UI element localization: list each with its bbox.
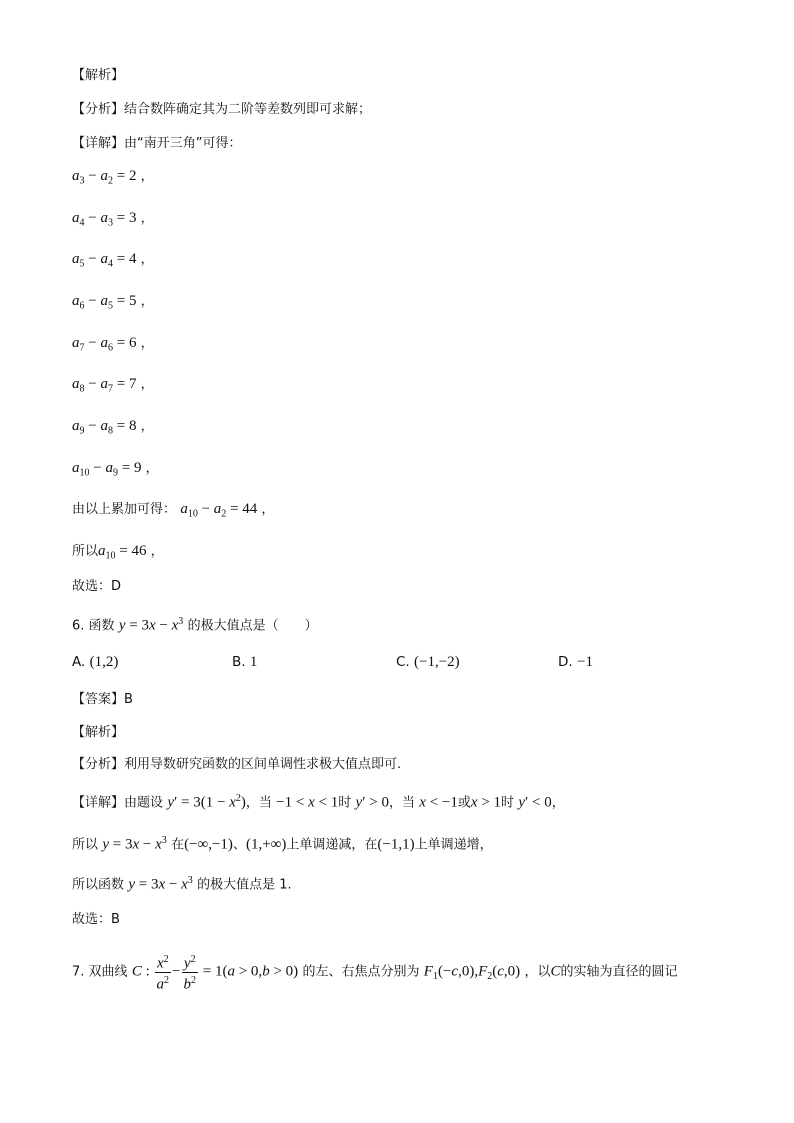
difference-equation: $a_{10} - a_9 = 9$ ， [72, 460, 159, 479]
option-b: B. 1 [232, 654, 258, 670]
analysis-summary-2: 【分析】利用导数研究函数的区间单调性求极大值点即可. [72, 757, 402, 772]
difference-equation: $a_9 - a_8 = 8$ ， [72, 418, 154, 437]
question-7: 7. 双曲线 C : $\frac{x^2}{a^2}$ − $\frac{y^2}{b^2}$ = 1(a > 0,b > 0) 的左、右焦点分别为 $F_1(-c,0),F_2(c,0)$ ，以C的实轴为直径的圆记 [72, 954, 678, 992]
difference-equation: $a_8 - a_7 = 7$ ， [72, 376, 154, 395]
difference-equation: $a_3 - a_2 = 2$ ， [72, 168, 154, 187]
option-d: D. −1 [558, 654, 593, 670]
sum-line: 由以上累加可得： $a_{10} - a_2 = 44$ ， [72, 501, 275, 520]
analysis-summary: 【分析】结合数阵确定其为二阶等差数列即可求解； [72, 102, 372, 117]
analysis-heading-2: 【解析】 [72, 725, 125, 740]
answer-line: 【答案】B [72, 692, 133, 707]
difference-equation: $a_6 - a_5 = 5$ ， [72, 293, 154, 312]
detail-line-2: 【详解】由题设 $y' = 3(1 - x^2)$，当 −1 < x < 1时 y′ > 0，当 x < −1或x > 1时 y′ < 0， [72, 793, 565, 811]
analysis-heading: 【解析】 [72, 68, 125, 83]
option-c: C. (−1,−2) [396, 654, 460, 670]
difference-equation: $a_7 - a_6 = 6$ ， [72, 335, 154, 354]
choice-d: 故选：D [72, 579, 122, 594]
choice-b: 故选：B [72, 912, 120, 927]
option-a: A. (1,2) [72, 654, 119, 670]
difference-equation: $a_5 - a_4 = 4$ ， [72, 251, 154, 270]
question-6: 6. 函数 $y = 3x - x^3$ 的极大值点是（ ） [72, 616, 318, 634]
max-point-line: 所以函数 $y = 3x - x^3$ 的极大值点是 1. [72, 875, 292, 893]
difference-equation: $a_4 - a_3 = 3$ ， [72, 210, 154, 229]
detail-intro: 【详解】由“南开三角”可得： [72, 136, 242, 151]
result-line: 所以$a_{10} = 46$ ， [72, 543, 164, 562]
monotonic-line: 所以 $y = 3x - x^3$ 在(−∞,−1)、(1,+∞)上单调递减，在(−1,1)上单调递增， [72, 835, 493, 853]
